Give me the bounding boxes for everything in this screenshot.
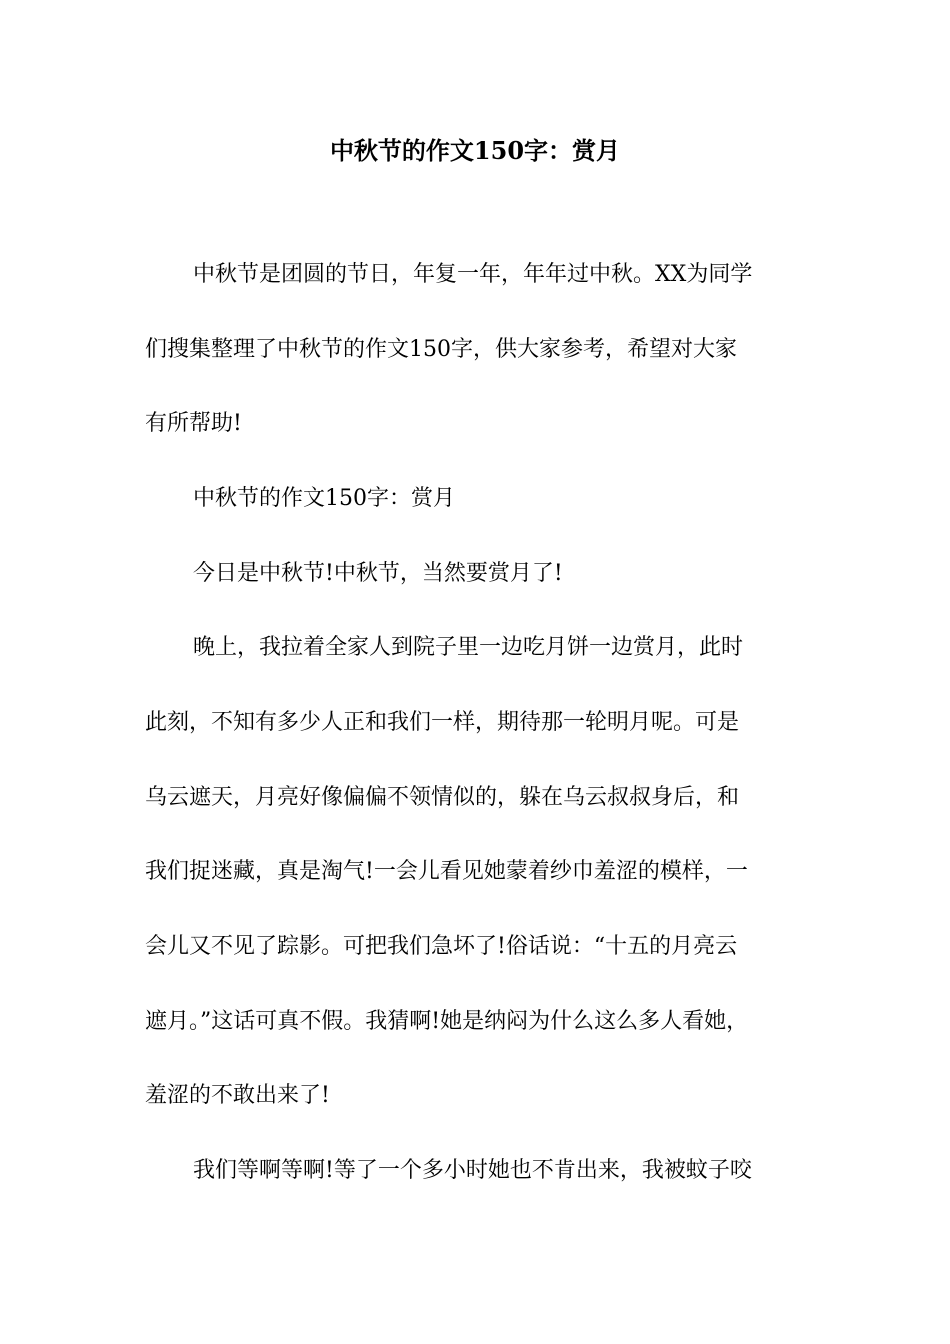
paragraph-line: 晚上，我拉着全家人到院子里一边吃月饼一边赏月，此时 [193, 635, 744, 660]
paragraph-line: 今日是中秋节!中秋节，当然要赏月了! [193, 561, 563, 586]
paragraph-line: 乌云遮天，月亮好像偏偏不领情似的，躲在乌云叔叔身后，和 [145, 785, 740, 810]
paragraph-line: 中秋节的作文150字：赏月 [193, 486, 455, 511]
paragraph-line: 此刻，不知有多少人正和我们一样，期待那一轮明月呢。可是 [145, 710, 740, 735]
document-title: 中秋节的作文150字：赏月 [329, 136, 621, 165]
paragraph-line: 会儿又不见了踪影。可把我们急坏了!俗话说：“十五的月亮云 [145, 934, 738, 959]
paragraph-line: 羞涩的不敢出来了! [145, 1083, 330, 1108]
paragraph-line: 我们捉迷藏，真是淘气!一会儿看见她蒙着纱巾羞涩的模样，一 [145, 859, 748, 884]
paragraph-line: 有所帮助! [145, 411, 242, 436]
paragraph-line: 遮月。”这话可真不假。我猜啊!她是纳闷为什么这么多人看她， [145, 1009, 749, 1034]
paragraph-line: 我们等啊等啊!等了一个多小时她也不肯出来，我被蚊子咬 [193, 1158, 752, 1183]
paragraph-line: 中秋节是团圆的节日，年复一年，年年过中秋。XX为同学 [193, 262, 753, 287]
paragraph-line: 们搜集整理了中秋节的作文150字，供大家参考，希望对大家 [145, 337, 737, 362]
